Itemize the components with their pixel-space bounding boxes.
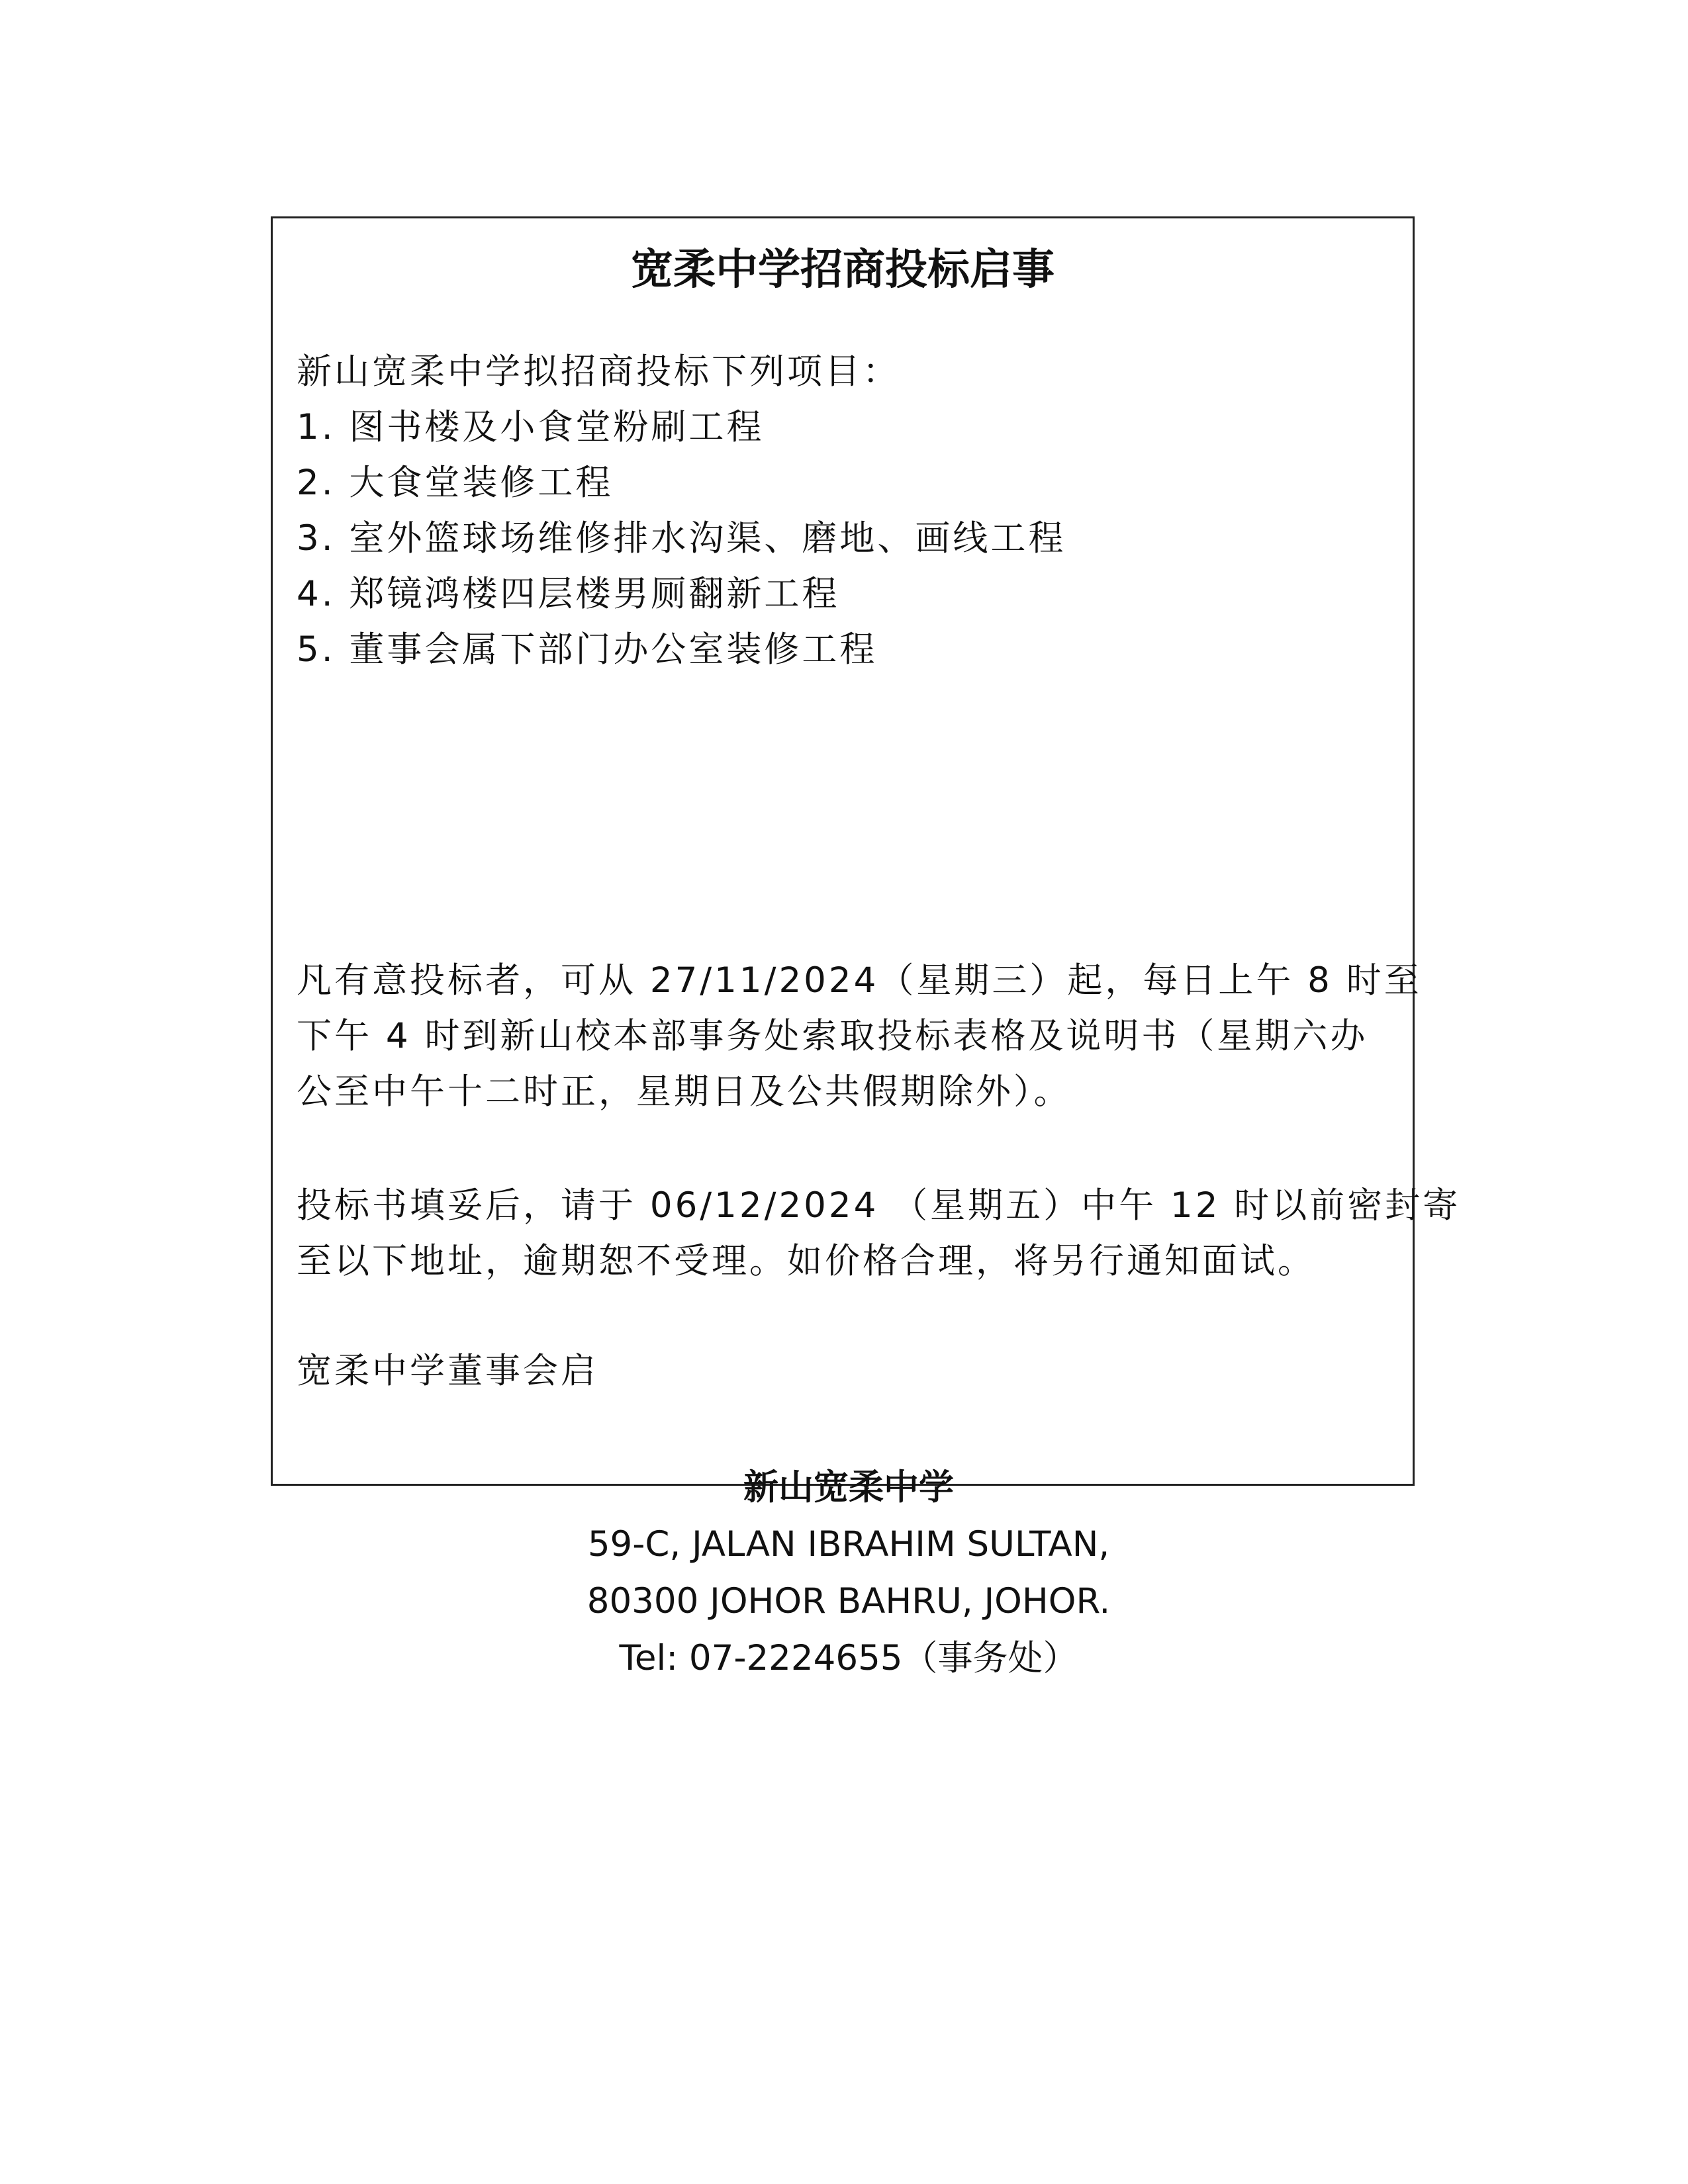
signoff: 宽柔中学董事会启: [297, 1351, 598, 1391]
project-item: 2. 大食堂装修工程: [297, 463, 614, 503]
telephone: Tel: 07-2224655（事务处）: [619, 1638, 1078, 1678]
project-item: 4. 郑镜鸿楼四层楼男厕翻新工程: [297, 574, 840, 614]
project-list: [297, 400, 1389, 678]
notice-title: 宽柔中学招商投标启事: [631, 246, 1055, 295]
address-line-2: 80300 JOHOR BAHRU, JOHOR.: [586, 1581, 1111, 1621]
paragraph-line: 公至中午十二时正，星期日及公共假期除外）。: [297, 1071, 1072, 1112]
paragraph-line: 至以下地址，逾期恕不受理。如价格合理，将另行通知面试。: [297, 1241, 1315, 1281]
collection-paragraph: [297, 953, 1422, 1120]
intro-section: [297, 344, 1389, 678]
paragraph-line: 下午 4 时到新山校本部事务处索取投标表格及说明书（星期六办: [297, 1016, 1368, 1056]
paragraph-line: 投标书填妥后，请于 06/12/2024 （星期五）中午 12 时以前密封寄: [297, 1185, 1461, 1226]
project-item: 3. 室外篮球场维修排水沟渠、磨地、画线工程: [297, 518, 1066, 559]
address-line-1: 59-C, JALAN IBRAHIM SULTAN,: [587, 1524, 1110, 1565]
school-name: 新山宽柔中学: [743, 1467, 954, 1508]
intro-text: 新山宽柔中学拟招商投标下列项目：: [297, 351, 900, 392]
tender-notice-box: [271, 216, 1461, 1678]
submission-paragraph: [297, 1178, 1461, 1289]
project-item: 5. 董事会属下部门办公室装修工程: [297, 629, 878, 670]
paragraph-line: 凡有意投标者，可从 27/11/2024（星期三）起，每日上午 8 时至: [297, 960, 1422, 1001]
project-item: 1. 图书楼及小食堂粉刷工程: [297, 407, 765, 447]
